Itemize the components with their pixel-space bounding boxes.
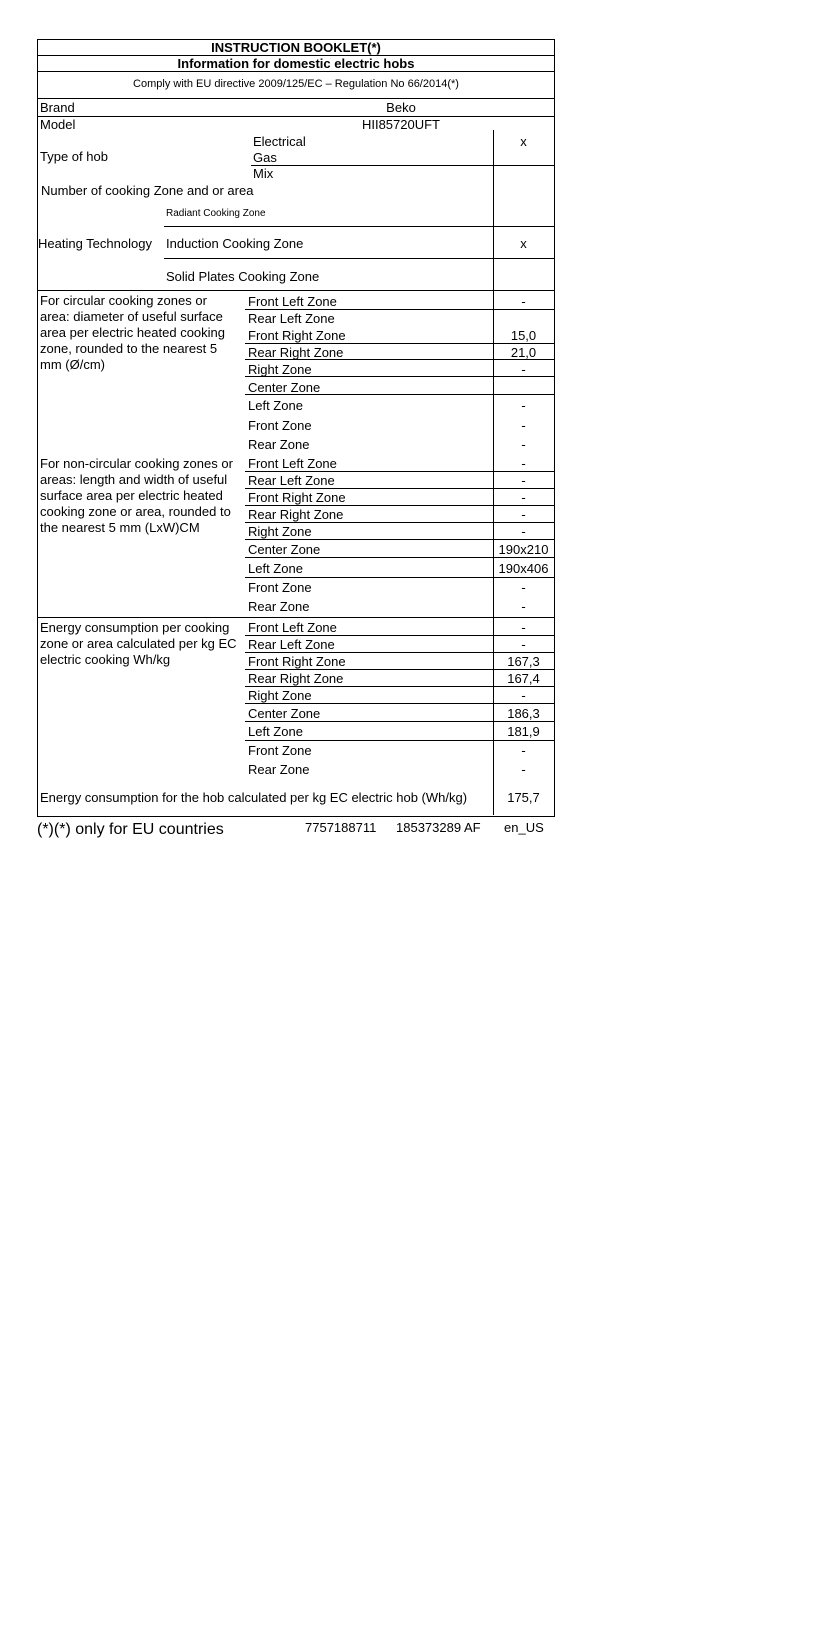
heating-solid: Solid Plates Cooking Zone xyxy=(166,269,320,284)
hob-type-electrical: Electrical xyxy=(253,134,306,149)
zone-value: - xyxy=(521,637,526,652)
zone-value: - xyxy=(521,362,526,377)
total-energy-label: Energy consumption for the hob calculated per kg EC electric hob (Wh/kg) xyxy=(40,790,468,805)
zone-name: Center Zone xyxy=(248,542,321,557)
zone-value: - xyxy=(521,473,526,488)
zone-name: Front Left Zone xyxy=(248,294,337,309)
circular-label: For circular cooking zones or area: diameter of useful surface area per electric heated cooking zone, rounded to the nearest 5 mm (Ø/cm) xyxy=(40,293,226,372)
zone-name: Front Right Zone xyxy=(248,490,346,505)
model-label: Model xyxy=(40,117,76,132)
zone-value: - xyxy=(521,599,526,614)
zone-name: Center Zone xyxy=(248,706,321,721)
zone-name: Rear Zone xyxy=(248,437,310,452)
zone-name: Rear Zone xyxy=(248,762,310,777)
zone-value: - xyxy=(521,294,526,309)
noncircular-label: For non-circular cooking zones or areas: length and width of useful surface area per electric heated cooking zone or area, rounded to the nearest 5 mm (LxW)CM xyxy=(40,456,233,535)
zone-name: Front Right Zone xyxy=(248,328,346,343)
zone-value: 15,0 xyxy=(510,328,537,343)
zone-name: Rear Left Zone xyxy=(248,311,335,326)
zone-value: 190x406 xyxy=(498,561,549,576)
hob-type-electrical-mark: x xyxy=(520,134,527,149)
hob-type-label: Type of hob xyxy=(40,149,108,164)
zone-value: - xyxy=(521,743,526,758)
zone-name: Rear Right Zone xyxy=(248,507,344,522)
zone-name: Front Left Zone xyxy=(248,620,337,635)
total-energy-value: 175,7 xyxy=(507,790,540,805)
zone-value: 181,9 xyxy=(507,724,540,739)
zone-name: Front Zone xyxy=(248,418,312,433)
zone-name: Right Zone xyxy=(248,524,312,539)
zone-value: 190x210 xyxy=(498,542,549,557)
heating-induction-mark: x xyxy=(520,236,527,251)
zone-value: - xyxy=(521,524,526,539)
model-value: HII85720UFT xyxy=(361,117,441,132)
zone-value: 167,3 xyxy=(507,654,540,669)
zone-name: Left Zone xyxy=(248,561,303,576)
zone-value: - xyxy=(521,418,526,433)
hob-type-mix: Mix xyxy=(253,166,274,181)
brand-label: Brand xyxy=(40,100,75,115)
zone-value: 167,4 xyxy=(507,671,540,686)
booklet-title: INSTRUCTION BOOKLET(*) xyxy=(211,40,381,55)
directive-text: Comply with EU directive 2009/125/EC – Regulation No 66/2014(*) xyxy=(133,78,459,90)
zone-name: Front Left Zone xyxy=(248,456,337,471)
zone-value: - xyxy=(521,580,526,595)
zones-count-label: Number of cooking Zone and or area xyxy=(41,183,254,198)
zone-value: - xyxy=(521,762,526,777)
zone-name: Front Right Zone xyxy=(248,654,346,669)
hob-type-gas: Gas xyxy=(253,150,277,165)
booklet-subtitle: Information for domestic electric hobs xyxy=(177,56,415,71)
zone-name: Rear Right Zone xyxy=(248,345,344,360)
brand-value: Beko xyxy=(386,100,416,115)
zone-value: - xyxy=(521,490,526,505)
zone-value: 186,3 xyxy=(507,706,540,721)
footer-locale: en_US xyxy=(504,820,544,835)
zone-name: Center Zone xyxy=(248,380,321,395)
footer-code-1: 7757188711 xyxy=(305,820,377,835)
footer-note: (*)(*) only for EU countries xyxy=(37,821,224,838)
zone-value: - xyxy=(521,688,526,703)
zone-value: - xyxy=(521,507,526,522)
footer-code-2: 185373289 AF xyxy=(396,820,481,835)
zone-name: Right Zone xyxy=(248,688,312,703)
zone-value: - xyxy=(521,620,526,635)
zone-name: Right Zone xyxy=(248,362,312,377)
zone-name: Rear Right Zone xyxy=(248,671,344,686)
zone-name: Rear Left Zone xyxy=(248,637,335,652)
zone-name: Front Zone xyxy=(248,580,312,595)
zone-value: - xyxy=(521,437,526,452)
zone-value: 21,0 xyxy=(510,345,537,360)
zone-value: - xyxy=(521,456,526,471)
zone-value: - xyxy=(521,398,526,413)
heating-technology-label: Heating Technology xyxy=(38,236,152,251)
zone-name: Rear Left Zone xyxy=(248,473,335,488)
heating-induction: Induction Cooking Zone xyxy=(166,236,304,251)
zone-name: Left Zone xyxy=(248,398,303,413)
energy-label: Energy consumption per cooking zone or area calculated per kg EC electric cooking Wh/kg xyxy=(40,620,237,667)
heating-radiant: Radiant Cooking Zone xyxy=(166,208,266,219)
zone-name: Left Zone xyxy=(248,724,303,739)
zone-name: Front Zone xyxy=(248,743,312,758)
zone-name: Rear Zone xyxy=(248,599,310,614)
